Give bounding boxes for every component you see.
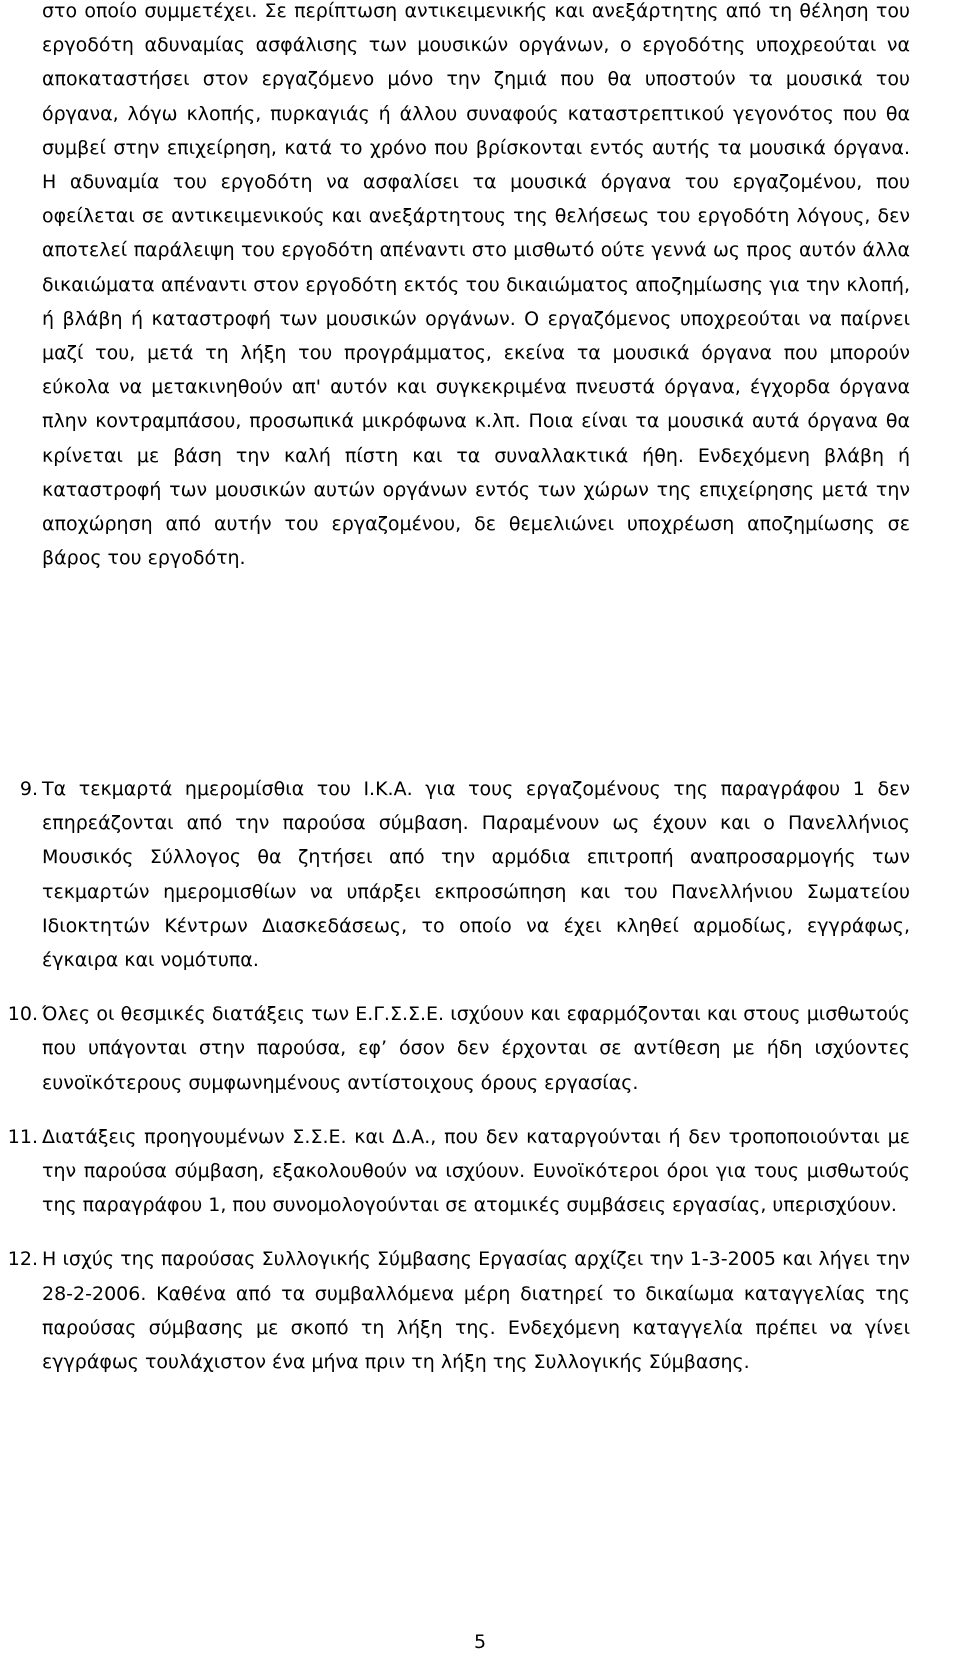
item-text: Τα τεκμαρτά ημερομίσθια του Ι.Κ.Α. για τους εργαζομένους της παραγράφου 1 δεν επηρεάζονται από την παρούσα σύμβαση. Παραμένουν ως έχουν και ο Πανελλήνιος Μουσικός Σύλλογος θα ζητήσει από την αρμόδια επιτροπή αναπροσαρμογής των τεκμαρτών ημερομισθίων να υπάρξει εκπροσώπηση και του Πανελλήνιου Σωματείου Ιδιοκτητών Κέντρων Διασκεδάσεως, το οποίο να έχει κληθεί αρμοδίως, εγγράφως, έγκαιρα και νομότυπα. (42, 778, 910, 972)
item-number: 10. (7, 1003, 38, 1026)
intro-paragraph: στο οποίο συμμετέχει. Σε περίπτωση αντικειμενικής και ανεξάρτητης από τη θέληση του εργοδότη αδυναμίας ασφάλισης των μουσικών οργάνων, ο εργοδότης υποχρεούται να αποκαταστήσει στον εργαζόμενο μόνο την ζημιά που θα υποστούν τα μουσικά του όργανα, λόγω κλοπής, πυρκαγιάς ή άλλου συναφούς καταστρεπτικού γεγονότος που θα συμβεί στην επιχείρηση, κατά το χρόνο που βρίσκονται εντός αυτής τα μουσικά όργανα. Η αδυναμία του εργοδότη να ασφαλίσει τα μουσικά όργανα του εργαζομένου, που οφείλεται σε αντικειμενικούς και ανεξάρτητους της θελήσεως του εργοδότη λόγους, δεν αποτελεί παράλειψη του εργοδότη απέναντι στο μισθωτό ούτε γεννά ως προς αυτόν άλλα δικαιώματα απέναντι στον εργοδότη εκτός του δικαιώματος αποζημίωσης για την κλοπή, ή βλάβη ή καταστροφή των μουσικών οργάνων. Ο εργαζόμενος υποχρεούται να παίρνει μαζί του, μετά τη λήξη του προγράμματος, εκείνα τα μουσικά όργανα που μπορούν εύκολα να μετακινηθούν απ' αυτόν και συγκεκριμένα πνευστά όργανα, έγχορδα όργανα πλην κοντραμπάσου, προσωπικά μικρόφωνα κ.λπ. Ποια είναι τα μουσικά αυτά όργανα θα κρίνεται με βάση την καλή πίστη και τα συναλλακτικά ήθη. Ενδεχόμενη βλάβη ή καταστροφή των μουσικών αυτών οργάνων εντός των χώρων της επιχείρησης μετά την αποχώρηση από αυτήν του εργαζομένου, δε θεμελιώνει υποχρέωση αποζημίωσης σε βάρος του εργοδότη. (42, 0, 910, 570)
list-item (0, 997, 960, 1100)
item-number: 9. (19, 778, 38, 800)
page-number: 5 (473, 1631, 487, 1653)
item-text: Όλες οι θεσμικές διατάξεις των Ε.Γ.Σ.Σ.Ε. ισχύουν και εφαρμόζονται και στους μισθωτούς που υπάγονται στην παρούσα, εφ’ όσον δεν έρχονται σε αντίθεση με ήδη ισχύοντες ευνοϊκότερους συμφωνημένους αντίστοιχους όρους εργασίας. (42, 1003, 910, 1094)
item-number: 11. (7, 1125, 38, 1148)
item-text: Διατάξεις προηγουμένων Σ.Σ.Ε. και Δ.Α., που δεν καταργούνται ή δεν τροποποιούνται με την παρούσα σύμβαση, εξακολουθούν να ισχύουν. Ευνοϊκότεροι όροι για τους μισθωτούς της παραγράφου 1, που συνομολογούνται σε ατομικές συμβάσεις εργασίας, υπερισχύουν. (42, 1125, 910, 1217)
list-item (0, 1242, 960, 1379)
numbered-clauses-list (0, 772, 960, 1399)
list-item (0, 772, 960, 977)
item-text: Η ισχύς της παρούσας Συλλογικής Σύμβασης Εργασίας αρχίζει την 1-3-2005 και λήγει την 28-2-2006. Καθένα από τα συμβαλλόμενα μέρη διατηρεί το δικαίωμα καταγγελίας της παρούσας σύμβασης με σκοπό τη λήξη της. Ενδεχόμενη καταγγελία πρέπει να γίνει εγγράφως τουλάχιστον ένα μήνα πριν τη λήξη της Συλλογικής Σύμβασης. (42, 1248, 910, 1374)
list-item (0, 1120, 960, 1223)
item-number: 12. (7, 1248, 38, 1271)
